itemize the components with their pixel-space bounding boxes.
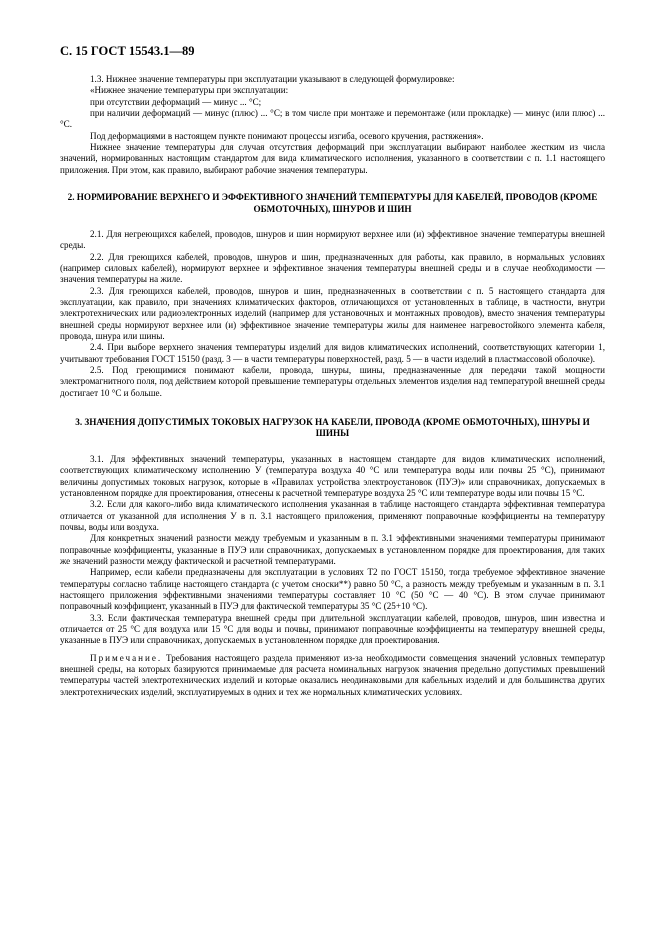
paragraph-1-3-with-deformation: при наличии деформаций — минус (плюс) ... °С; в том числе при монтаже и перемонтаже (или прокладке) — минус (или плюс) ... °С. [60, 108, 605, 130]
paragraph-2-2: 2.2. Для греющихся кабелей, проводов, шнуров и шин, предназначенных для работы, как правило, в нормальных условиях (например силовых кабелей), нормируют верхнее и эффективное значения температуры внешней среды и в случае необходимости — значения температуры на жиле. [60, 251, 605, 285]
paragraph-2-1: 2.1. Для негреющихся кабелей, проводов, шнуров и шин нормируют верхнее или (и) эффективное значение температуры внешней среды. [60, 228, 605, 251]
paragraph-1-3-deformation-definition: Под деформациями в настоящем пункте понимают процессы изгиба, осевого кручения, растяжения». [90, 130, 484, 141]
paragraph-2-5: 2.5. Под греющимися понимают кабели, провода, шнуры, шины, предназначенные для передачи такой мощности электромагнитного поля, под действием которой превышение температуры отдельных элементов изделия над температурой внешней среды достигает 10 °С и больше. [60, 365, 605, 398]
paragraph-1-3-no-deformation: при отсутствии деформаций — минус ... °С; [90, 96, 262, 107]
page-content [60, 74, 605, 698]
note-paragraph [60, 653, 605, 698]
note-text: Требования настоящего раздела применяют из-за необходимости совмещения значений условных температур внешней среды, на которых базируются принимаемые для расчета номинальных нагрузок значения предельно допустимых превышений температуры частей электротехнических изделий и которые оказались неодинаковыми для кабельных изделий и для большинства других электротехнических изделий, эксплуатируемых в одних и тех же нормальных климатических условиях. [60, 652, 605, 697]
section-2-heading: 2. НОРМИРОВАНИЕ ВЕРХНЕГО И ЭФФЕКТИВНОГО ЗНАЧЕНИЙ ТЕМПЕРАТУРЫ ДЛЯ КАБЕЛЕЙ, ПРОВОДОВ (КРОМЕ ОБМОТОЧНЫХ), ШНУРОВ И ШИН [67, 192, 598, 214]
paragraph-3-2-coefficients: Для конкретных значений разности между требуемым и указанным в п. 3.1 эффективными значениями температуры принимают поправочные коэффициенты, указанные в ПУЭ или справочниках, допускаемых в установленном порядке для проектирования, для таких же значений разности между фактической и расчетной температурами. [60, 533, 605, 566]
paragraph-1-3-lower-value: Нижнее значение температуры для случая отсутствия деформаций при эксплуатации выбирают наиболее жестким из числа значений, нормированных настоящим стандартом для вида климатического исполнения, указанного в соответствии с п. 1.1 настоящего приложения. При этом, как правило, выбирают рабочие значения температуры. [60, 142, 605, 175]
paragraph-3-2: 3.2. Если для какого-либо вида климатического исполнения указанная в таблице настоящего стандарта эффективная температура отличается от указанной для исполнения У в п. 3.1 настоящего приложения, применяют поправочные коэффициенты на температуру почвы, воды или воздуха. [60, 499, 605, 532]
paragraph-2-4: 2.4. При выборе верхнего значения температуры изделий для видов климатических исполнений, соответствующих категории 1, учитывают требования ГОСТ 15150 (разд. 3 — в части температуры поверхностей, разд. 5 — в части изделий в пластмассовой оболочке). [60, 342, 605, 364]
note-label: Примечание. [90, 652, 163, 663]
paragraph-1-3-quote: «Нижнее значение температуры при эксплуатации: [90, 85, 289, 96]
paragraph-3-3: 3.3. Если фактическая температура внешней среды при длительной эксплуатации кабелей, проводов, шнуров, шин известна и отличается от 25 °С для воздуха или 15 °С для воды и почвы, принимают поправочные коэффициенты на температуру внешней среды, указанные в ПУЭ или справочниках, допускаемых в установленном порядке для проектирования. [60, 612, 605, 646]
paragraph-3-2-example: Например, если кабели предназначены для эксплуатации в условиях Т2 по ГОСТ 15150, тогда требуемое эффективное значение температуры согласно таблице настоящего стандарта (с учетом сноски**) равно 50 °С, а разность между требуемым и указанным в п. 3.1 настоящего приложения эффективными значениями температуры составляет 10 °С (50 °С — 40 °С). В этом случае принимают поправочный коэффициент, указанный в ПУЭ для фактической температуры 35 °С (25+10 °С). [60, 567, 605, 612]
paragraph-3-1: 3.1. Для эффективных значений температуры, указанных в настоящем стандарте для видов климатических исполнений, соответствующих климатическому исполнению У (температура воздуха 40 °С или температура воды или почвы 25 °С), принимают величины допустимых токовых нагрузок, которые в «Правилах устройства электроустановок (ПУЭ)» или справочниках, допускаемых в установленном порядке для проектирования, отнесены к расчетной температуре воздуха 25 °С или температуре воды или почвы 15 °С. [60, 453, 605, 498]
paragraph-1-3: 1.3. Нижнее значение температуры при эксплуатации указывают в следующей формулировке: [90, 74, 455, 84]
page-header: С. 15 ГОСТ 15543.1—89 [60, 44, 195, 58]
paragraph-2-3: 2.3. Для греющихся кабелей, проводов, шнуров и шин, предназначенных в соответствии с п. 5 настоящего стандарта для эксплуатации, как правило, при значениях климатических факторов, отличающихся от установленных в таблице, в частности, внутри электротехнических или радиоэлектронных изделий (например для установочных и монтажных проводов), вместо значения температуры внешней среды нормируют верхнее или (и) эффективное значение температуры жилы для наименее нагревостойкого элемента кабеля, провода, шнура или шины. [60, 285, 605, 341]
section-3-heading: 3. ЗНАЧЕНИЯ ДОПУСТИМЫХ ТОКОВЫХ НАГРУЗОК НА КАБЕЛИ, ПРОВОДА (КРОМЕ ОБМОТОЧНЫХ), ШНУРЫ И ШИНЫ [75, 417, 590, 439]
